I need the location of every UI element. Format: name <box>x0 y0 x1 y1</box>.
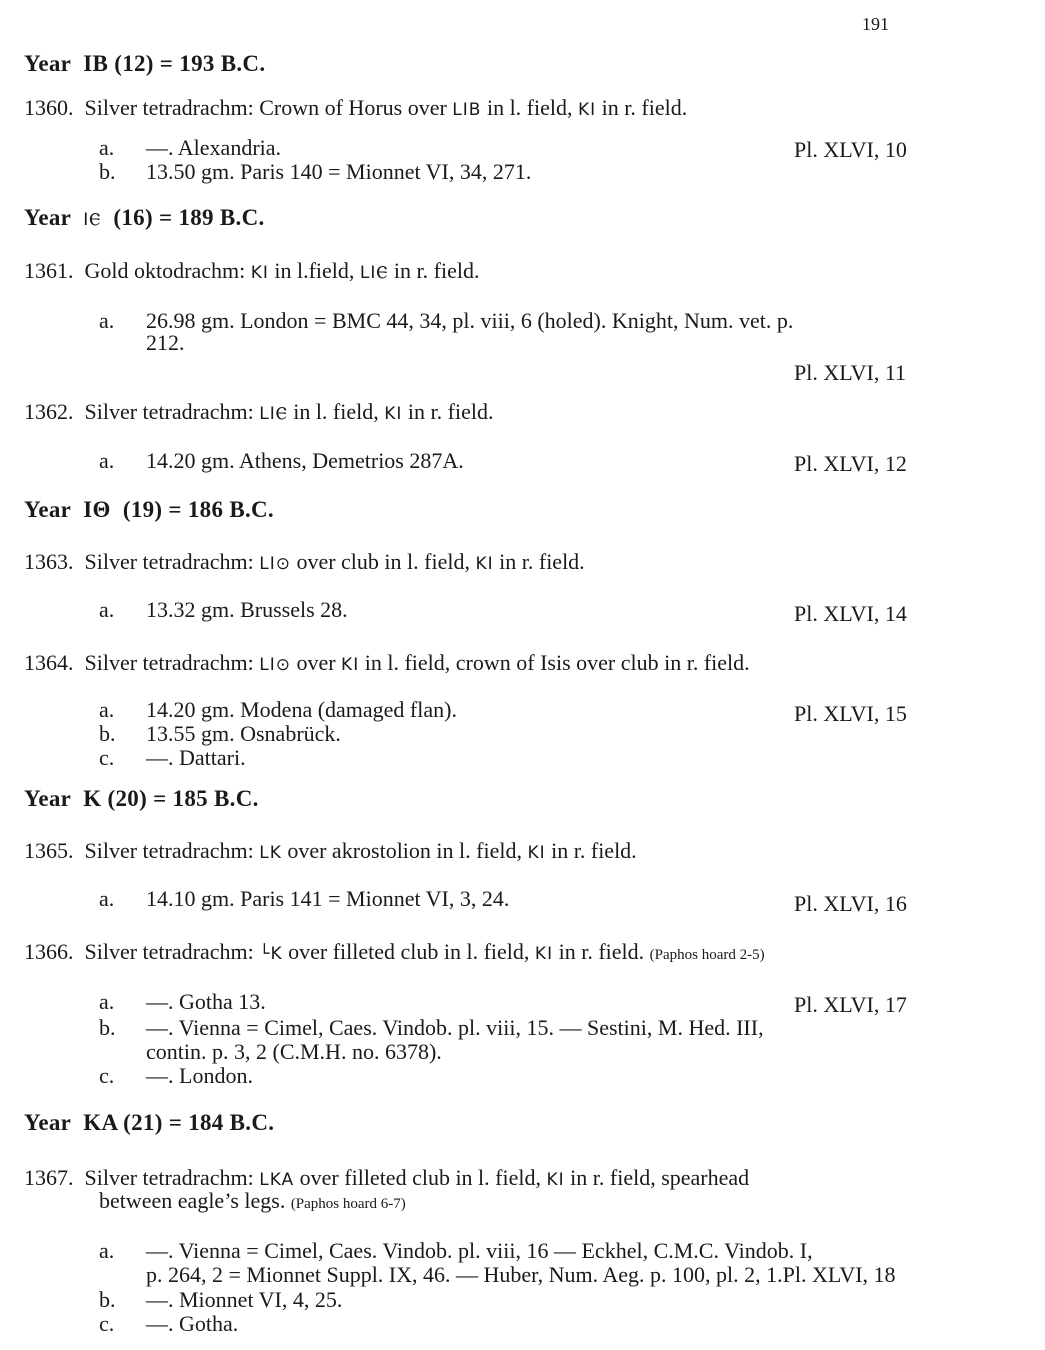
entry-1367-continued <box>99 1189 406 1216</box>
specimen-text: 14.20 gm. Athens, Demetrios 287A. <box>146 448 464 473</box>
specimen-text: 14.10 gm. Paris 141 = Mionnet VI, 3, 24. <box>146 886 510 911</box>
entry-number: 1367. <box>24 1165 74 1190</box>
entry-number: 1364. <box>24 650 74 675</box>
year-heading-16 <box>24 206 265 232</box>
specimen-label: c. <box>99 1311 115 1336</box>
hoard-note: (Paphos hoard 6-7) <box>290 1196 406 1212</box>
legend-symbol: KI <box>384 404 403 424</box>
plate-reference: Pl. XLVI, 14 <box>794 601 907 626</box>
plate-reference: Pl. XLVI, 12 <box>794 451 907 476</box>
entry-description: Silver tetradrachm: Crown of Horus over <box>84 95 447 120</box>
entry-description: in r. field. <box>601 95 688 120</box>
specimen-label: b. <box>99 1015 116 1040</box>
entry-1360 <box>24 96 687 122</box>
entry-1361 <box>24 259 479 285</box>
plate-reference: Pl. XLVI, 15 <box>794 701 907 726</box>
entry-number: 1366. <box>24 939 74 964</box>
legend-symbol: KI <box>475 554 494 574</box>
specimen-text: —. Dattari. <box>146 745 246 770</box>
entry-1363 <box>24 550 585 576</box>
entry-number: 1361. <box>24 258 74 283</box>
entry-description: in l.field, <box>274 258 355 283</box>
entry-description: in r. field. <box>499 549 585 574</box>
heading-year-word: Year <box>24 205 72 230</box>
heading-year-value: (19) = 186 B.C. <box>122 497 274 522</box>
entry-number: 1365. <box>24 838 74 863</box>
entry-description: over <box>296 650 336 675</box>
year-heading-19 <box>24 498 274 522</box>
hoard-note: (Paphos hoard 2-5) <box>649 947 765 963</box>
specimen-label: c. <box>99 745 115 770</box>
legend-symbol: KI <box>341 655 360 675</box>
year-heading-21 <box>24 1111 274 1135</box>
entry-description: Silver tetradrachm: <box>84 549 254 574</box>
legend-symbol: LIⲈ <box>359 263 389 283</box>
specimen-text: 14.20 gm. Modena (damaged flan). <box>146 697 457 722</box>
entry-description: Silver tetradrachm: <box>84 399 254 424</box>
year-heading-20 <box>24 787 259 811</box>
entry-1366 <box>24 940 765 967</box>
entry-description: Silver tetradrachm: <box>84 838 254 863</box>
legend-symbol: LI⊙ <box>259 554 291 574</box>
specimen-label: a. <box>99 448 115 473</box>
specimen-label: a. <box>99 597 115 622</box>
entry-description: in l. field, <box>293 399 379 424</box>
specimen-label: a. <box>99 886 115 911</box>
legend-symbol: └K <box>259 944 283 964</box>
specimen-text: —. Vienna = Cimel, Caes. Vindob. pl. viii, 16 — Eckhel, C.M.C. Vindob. I, <box>146 1238 813 1263</box>
heading-year-word: Year <box>24 51 72 76</box>
legend-symbol: KI <box>527 843 546 863</box>
page-number: 191 <box>862 14 889 34</box>
entry-description: over club in l. field, <box>296 549 470 574</box>
entry-description: in r. field. <box>407 399 494 424</box>
heading-year-value: KA (21) = 184 B.C. <box>83 1110 275 1135</box>
legend-symbol: KI <box>546 1170 565 1190</box>
entry-number: 1362. <box>24 399 74 424</box>
legend-symbol: LK <box>259 843 282 863</box>
specimen-label: b. <box>99 159 116 184</box>
entry-description: in r. field. <box>558 939 645 964</box>
specimen-text-continued <box>146 1263 896 1287</box>
entry-description: in r. field, spearhead <box>570 1165 750 1190</box>
plate-reference: Pl. XLVI, 16 <box>794 891 907 916</box>
specimen-text-continued: 212. <box>146 330 185 355</box>
entry-description: Gold oktodrachm: <box>84 258 246 283</box>
specimen-text: —. Gotha 13. <box>146 989 266 1014</box>
heading-year-symbol: IΘ <box>83 497 111 522</box>
specimen-label: a. <box>99 989 115 1014</box>
specimen-text: —. London. <box>146 1063 253 1088</box>
specimen-text: 26.98 gm. London = BMC 44, 34, pl. viii, 6 (holed). Knight, Num. vet. p. <box>146 308 794 333</box>
specimen-text: —. Alexandria. <box>146 135 282 160</box>
specimen-label: a. <box>99 308 115 333</box>
specimen-text: 13.50 gm. Paris 140 = Mionnet VI, 34, 271. <box>146 159 532 184</box>
entry-description: Silver tetradrachm: <box>84 650 254 675</box>
entry-1364 <box>24 651 750 677</box>
specimen-text: —. Vienna = Cimel, Caes. Vindob. pl. viii, 15. — Sestini, M. Hed. III, <box>146 1015 764 1040</box>
entry-description: Silver tetradrachm: <box>84 1165 254 1190</box>
entry-description: Silver tetradrachm: <box>84 939 254 964</box>
entry-description: in r. field. <box>551 838 637 863</box>
specimen-text: —. Mionnet VI, 4, 25. <box>146 1287 343 1312</box>
specimen-label: c. <box>99 1063 115 1088</box>
heading-year-word: Year <box>24 1110 72 1135</box>
plate-reference: Pl. XLVI, 10 <box>794 137 907 162</box>
specimen-text-continued: contin. p. 3, 2 (C.M.H. no. 6378). <box>146 1039 442 1064</box>
specimen-label: a. <box>99 1238 115 1263</box>
entry-description: over filleted club in l. field, <box>299 1165 541 1190</box>
legend-symbol: LI⊙ <box>259 655 291 675</box>
entry-description: in l. field, crown of Isis over club in r. field. <box>364 650 750 675</box>
plate-reference: Pl. XLVI, 17 <box>794 992 907 1017</box>
legend-symbol: KI <box>534 944 554 964</box>
entry-number: 1363. <box>24 549 74 574</box>
year-heading-12 <box>24 52 265 76</box>
specimen-label: b. <box>99 1287 116 1312</box>
specimen-text: p. 264, 2 = Mionnet Suppl. IX, 46. — Huber, Num. Aeg. p. 100, pl. 2, 1. <box>146 1262 783 1287</box>
entry-description: in r. field. <box>393 258 480 283</box>
legend-symbol: KI <box>578 100 597 120</box>
legend-symbol: LKA <box>259 1170 295 1190</box>
specimen-text: 13.32 gm. Brussels 28. <box>146 597 348 622</box>
specimen-label: a. <box>99 697 115 722</box>
entry-description: over akrostolion in l. field, <box>287 838 522 863</box>
heading-year-word: Year <box>24 786 72 811</box>
specimen-label: b. <box>99 721 116 746</box>
legend-symbol: LIⲈ <box>259 404 288 424</box>
heading-year-symbol: IⲈ <box>83 210 102 230</box>
heading-year-word: Year <box>24 497 72 522</box>
plate-reference: Pl. XLVI, 18 <box>782 1262 896 1287</box>
entry-description: in l. field, <box>486 95 573 120</box>
heading-year-value: K (20) = 185 B.C. <box>83 786 259 811</box>
entry-description: over filleted club in l. field, <box>288 939 530 964</box>
specimen-label: a. <box>99 135 115 160</box>
legend-symbol: KI <box>250 263 269 283</box>
heading-year-value: IB (12) = 193 B.C. <box>83 51 266 76</box>
heading-year-value: (16) = 189 B.C. <box>113 205 265 230</box>
legend-symbol: LIB <box>452 100 482 120</box>
specimen-text: 13.55 gm. Osnabrück. <box>146 721 341 746</box>
entry-1362 <box>24 400 493 426</box>
entry-1365 <box>24 839 637 865</box>
entry-description: between eagle’s legs. <box>99 1188 286 1213</box>
specimen-text: —. Gotha. <box>146 1311 239 1336</box>
entry-number: 1360. <box>24 95 74 120</box>
plate-reference: Pl. XLVI, 11 <box>794 360 907 385</box>
